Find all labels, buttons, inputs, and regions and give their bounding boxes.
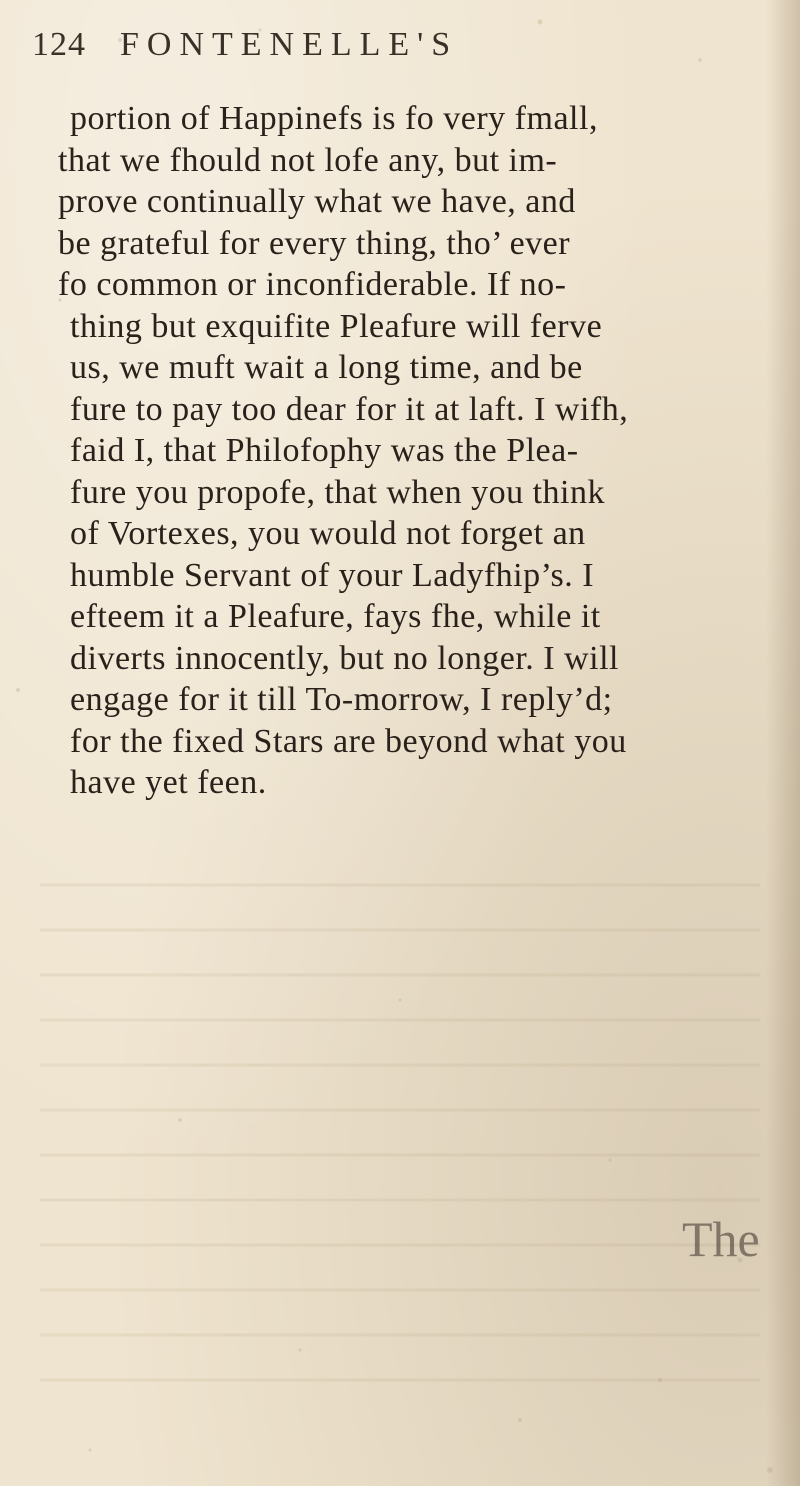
text-line: that we fhould not lofe any, but im- xyxy=(58,141,558,179)
text-line: diverts innocently, but no longer. I will xyxy=(70,639,619,677)
text-line: faid I, that Philofophy was the Plea- xyxy=(70,432,579,469)
bleed-through-catchword xyxy=(676,1200,796,1280)
catchword: The xyxy=(682,1211,760,1267)
text-line: humble Servant of your Ladyfhip’s. I xyxy=(70,556,595,594)
running-title: FONTENELLE'S xyxy=(120,26,459,63)
text-line: portion of Happinefs is fo very fmall, xyxy=(70,100,598,137)
text-line: for the fixed Stars are beyond what you xyxy=(70,722,627,760)
text-line: prove continually what we have, and xyxy=(58,183,576,220)
page-number: 124 xyxy=(32,26,86,63)
text-line: fure to pay too dear for it at laft. I wifh, xyxy=(70,390,629,428)
text-line: efteem it a Pleafure, fays fhe, while it xyxy=(70,598,601,635)
text-line: fure you propofe, that when you think xyxy=(70,473,605,511)
running-head xyxy=(0,18,800,80)
text-line: of Vortexes, you would not forget an xyxy=(70,515,586,552)
text-line: have yet feen. xyxy=(70,764,267,801)
text-line: us, we muft wait a long time, and be xyxy=(70,349,583,386)
text-line: be grateful for every thing, tho’ ever xyxy=(58,224,571,262)
text-line: thing but exquifite Pleafure will ferve xyxy=(70,307,603,345)
text-line: fo common or inconfiderable. If no- xyxy=(58,266,567,303)
body-text xyxy=(30,98,800,804)
text-line: engage for it till To-morrow, I reply’d; xyxy=(70,681,613,718)
